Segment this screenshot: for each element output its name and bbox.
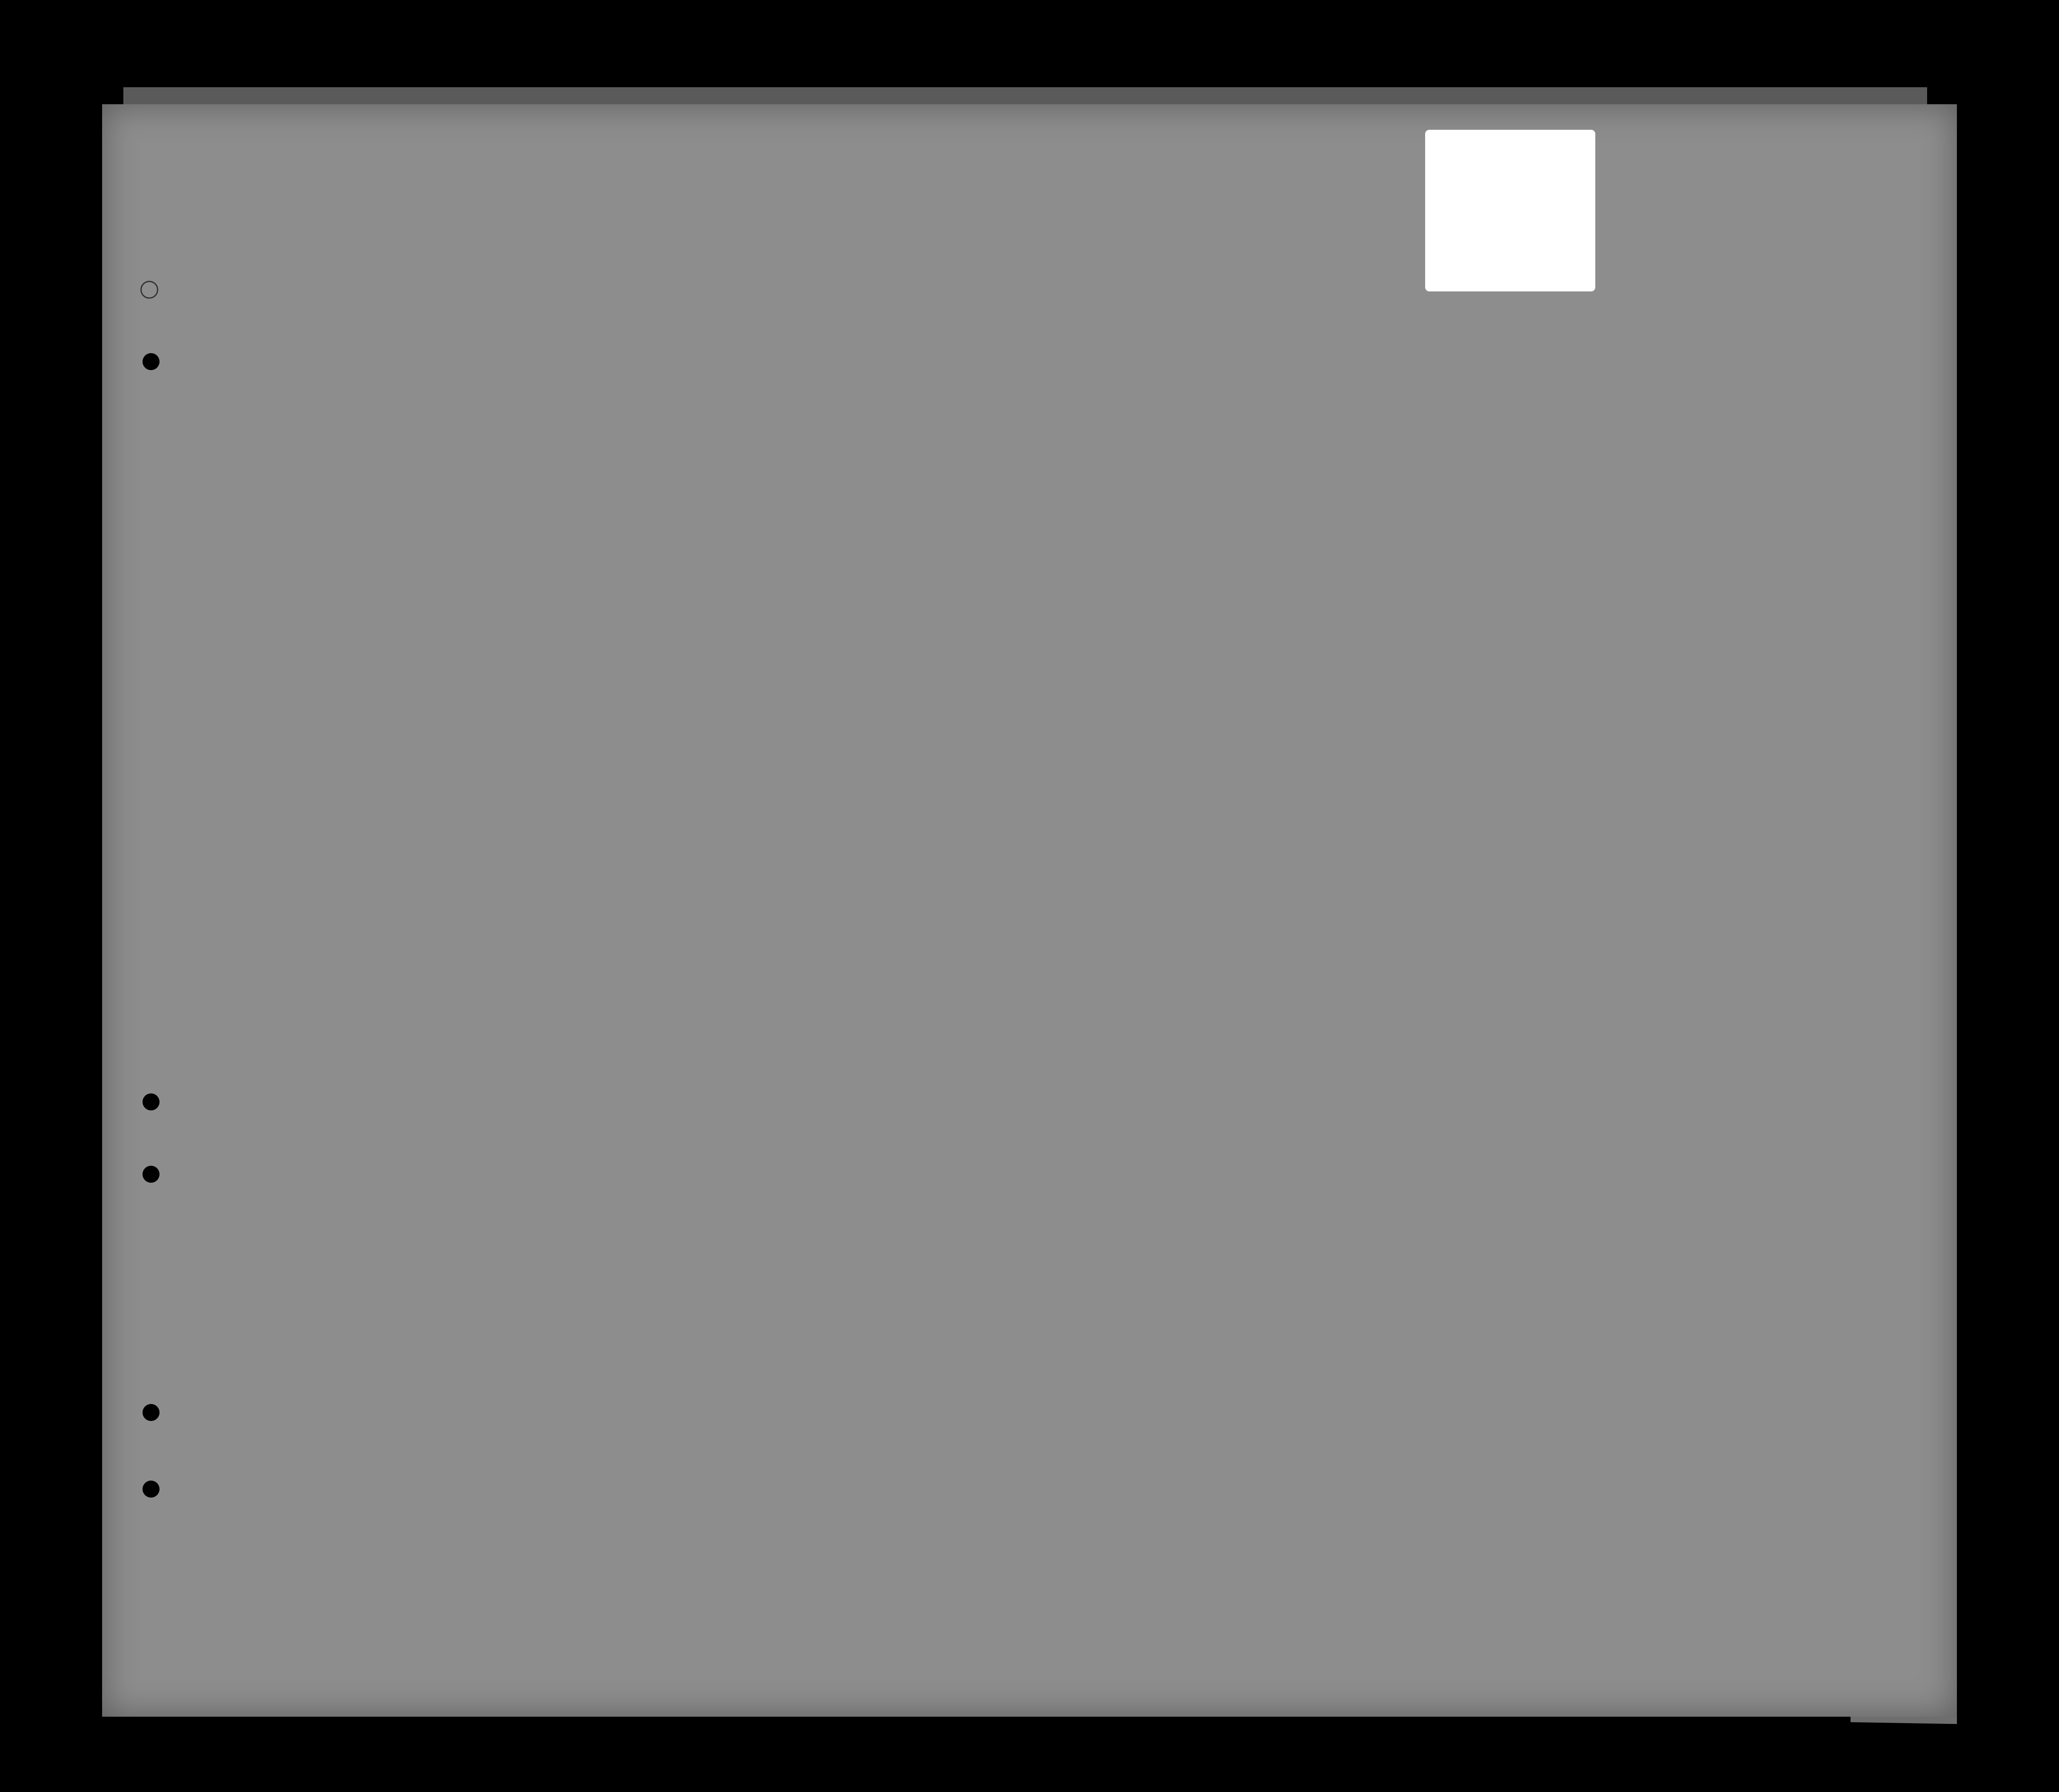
punch-hole-ring	[140, 281, 158, 299]
punch-hole	[143, 1166, 160, 1183]
punch-hole	[143, 353, 160, 370]
punch-hole	[143, 1481, 160, 1498]
punch-hole	[143, 1404, 160, 1421]
punch-hole	[143, 1093, 160, 1110]
manifest-sheet	[102, 104, 1957, 1717]
list-number	[1425, 130, 1595, 291]
manifest-table	[102, 291, 1957, 1674]
